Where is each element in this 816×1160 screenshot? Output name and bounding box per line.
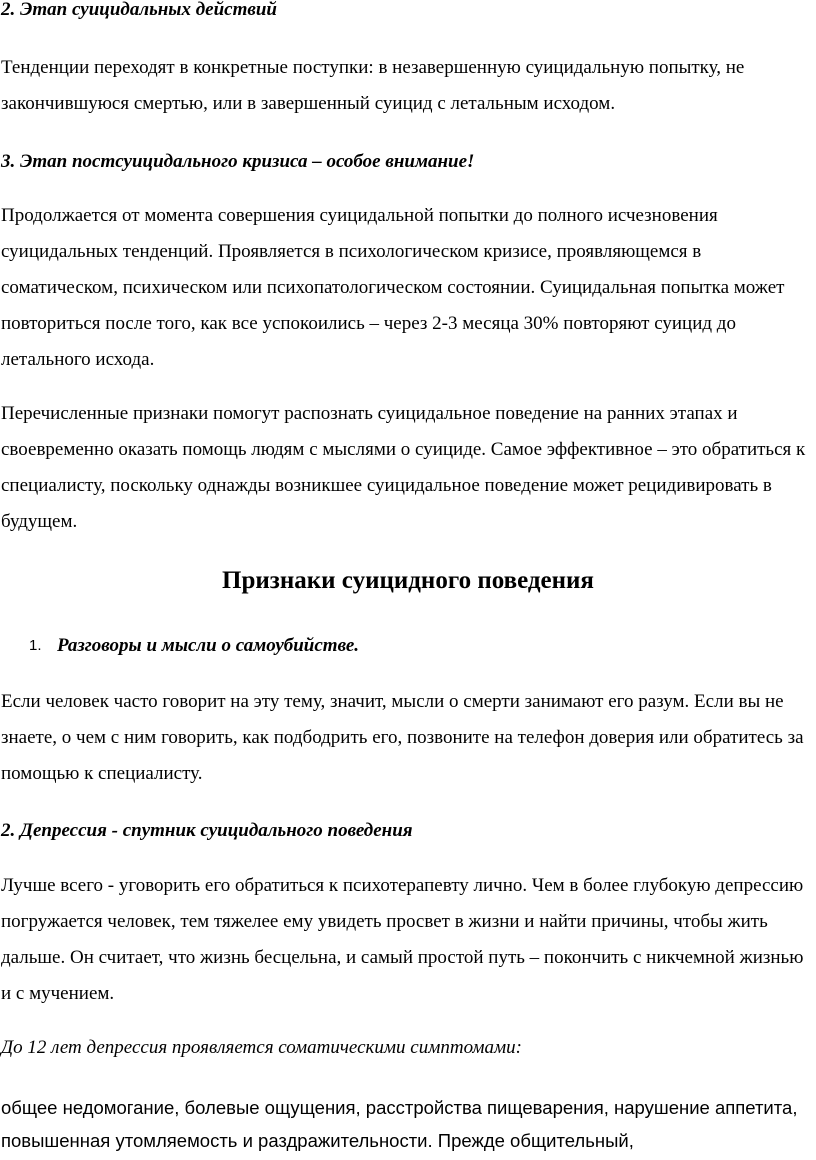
sign2-title: 2. Депрессия - спутник суицидального поведения <box>1 820 413 841</box>
sign1-title: Разговоры и мысли о самоубийстве. <box>57 635 360 656</box>
sign1-list-item <box>0 628 816 664</box>
sign1-text: Если человек часто говорит на эту тему, значит, мысли о смерти занимают его разум. Если вы не знаете, о чем с ним говорить, как подбодрить его, позвоните на телефон доверия или обратитесь за помощью к специалисту. <box>1 691 804 784</box>
sign2-text: Лучше всего - уговорить его обратиться к психотерапевту лично. Чем в более глубокую депрессию погружается человек, тем тяжелее ему увидеть просвет в жизни и найти причины, чтобы жить дальше. Он считает, что жизнь бесцельна, и самый простой путь – покончить с никчемной жизнью и с мучением. <box>1 875 804 1004</box>
section-heading: Признаки суицидного поведения <box>222 567 594 594</box>
stage2-text: Тенденции переходят в конкретные поступки: в незавершенную суицидальную попытку, не закончившуюся смертью, или в завершенный суицид с летальным исходом. <box>1 57 745 114</box>
symptoms-text: общее недомогание, болевые ощущения, расстройства пищеварения, нарушение аппетита, повышенная утомляемость и раздражительности. Прежде общительный, <box>1 1097 798 1151</box>
stage3-title: 3. Этап постсуицидального кризиса – особое внимание! <box>1 151 475 172</box>
summary-paragraph: Перечисленные признаки помогут распознать суицидальное поведение на ранних этапах и своевременно оказать помощь людям с мыслями о суициде. Самое эффективное – это обратиться к специалисту, поскольку однажды возникшее суицидальное поведение может рецидивировать в будущем. <box>1 403 806 532</box>
stage2-title: 2. Этап суицидальных действий <box>1 0 278 20</box>
under12-note: До 12 лет депрессия проявляется соматическими симптомами: <box>1 1037 522 1058</box>
sign1-number: 1. <box>29 637 42 654</box>
stage3-text: Продолжается от момента совершения суицидальной попытки до полного исчезновения суицидальных тенденций. Проявляется в психологическом кризисе, проявляющемся в соматическом, психическом или психопатологическом состоянии. Суицидальная попытка может повториться после того, как все успокоились – через 2-3 месяца 30% повторяют суицид до летального исхода. <box>1 205 785 370</box>
